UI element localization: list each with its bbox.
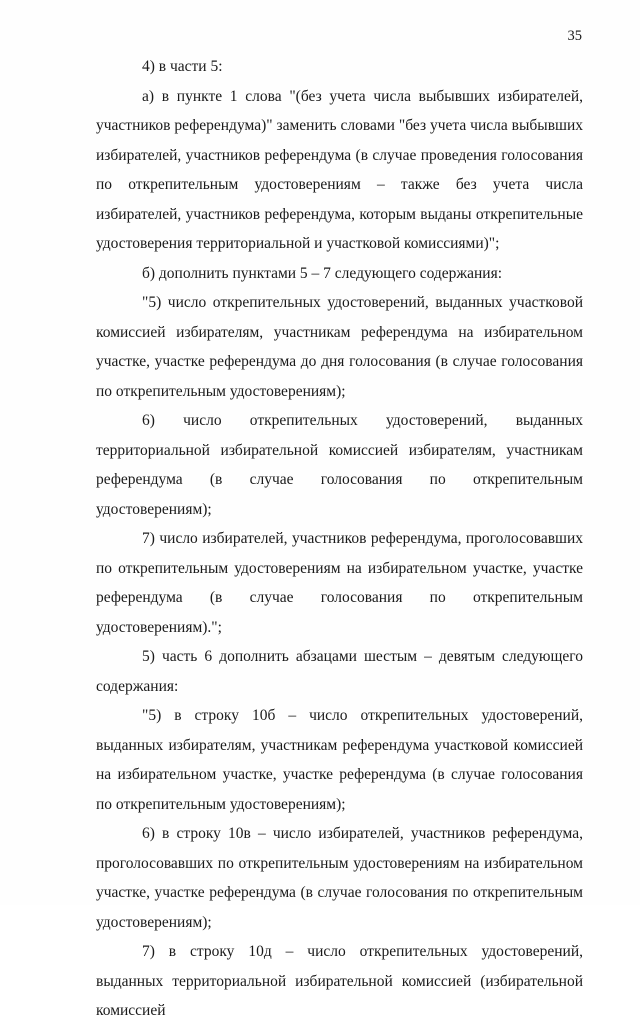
document-body	[96, 52, 583, 1026]
paragraph-point-b: б) дополнить пунктами 5 – 7 следующего содержания:	[142, 264, 503, 282]
paragraph-line-10d: 7) в строку 10д – число открепительных удостоверений, выданных территориальной избирательной комиссией (избирательной комиссией	[96, 943, 583, 1019]
paragraph-item-6-territorial-certificates: 6) число открепительных удостоверений, выданных территориальной избирательной комиссией избирателям, участникам референдума (в случае голосования по открепительным удостоверениям);	[96, 412, 583, 518]
paragraph-item-7-voters-by-certificates: 7) число избирателей, участников референдума, проголосовавших по открепительным удостоверениям на избирательном участке, участке референдума (в случае голосования по открепительным удостоверениям).";	[96, 530, 583, 636]
paragraph-part-5-heading: 4) в части 5:	[142, 58, 223, 75]
paragraph-item-5-precinct-certificates: "5) число открепительных удостоверений, выданных участковой комиссией избирателям, участникам референдума на избирательном участке, участке референдума до дня голосования (в случае голосования по открепительным удостоверениям);	[96, 294, 583, 400]
paragraph-line-10v: 6) в строку 10в – число избирателей, участников референдума, проголосовавших по открепительным удостоверениям на избирательном участке, участке референдума (в случае голосования по открепительным удостоверениям);	[96, 825, 583, 931]
paragraph-part-6-amendment: 5) часть 6 дополнить абзацами шестым – девятым следующего содержания:	[96, 648, 583, 695]
page-number: 35	[567, 28, 582, 44]
paragraph-point-a: а) в пункте 1 слова "(без учета числа выбывших избирателей, участников референдума)" заменить словами "без учета числа выбывших избирателей, участников референдума (в случае проведения голосования по открепительным удостоверениям – также без учета числа избирателей, участников референдума, которым выданы открепительные удостоверения территориальной и участковой комиссиями)";	[96, 87, 583, 252]
paragraph-line-10b: "5) в строку 10б – число открепительных удостоверений, выданных избирателям, участникам референдума участковой комиссией на избирательном участке, участке референдума (в случае голосования по открепительным удостоверениям);	[96, 707, 583, 813]
